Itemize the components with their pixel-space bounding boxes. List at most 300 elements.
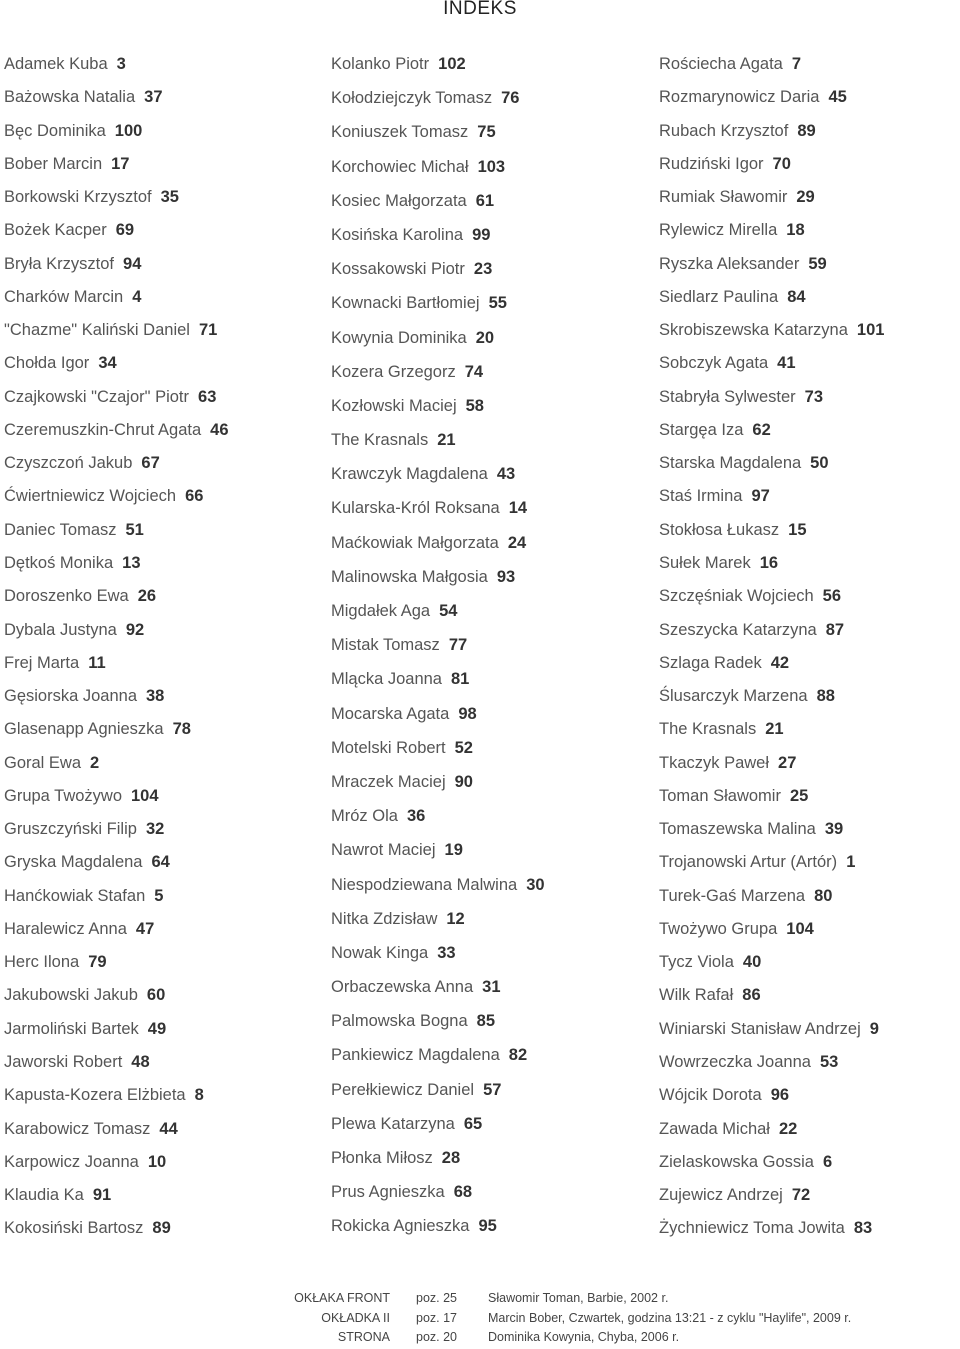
index-entry [331, 256, 545, 290]
index-entry [659, 617, 884, 650]
index-entry [331, 530, 545, 564]
index-entry [4, 384, 229, 417]
index-entry [331, 1077, 545, 1111]
index-entry [659, 284, 884, 317]
artist-name: Twożywo Grupa [659, 919, 778, 938]
artist-name: Perełkiewicz Daniel [331, 1080, 475, 1099]
index-entry [4, 816, 229, 849]
index-entry [4, 118, 229, 151]
artist-name: Klaudia Ka [4, 1186, 84, 1205]
page-number: 37 [144, 88, 163, 107]
page-number: 3 [116, 55, 126, 73]
index-entry [4, 217, 229, 250]
artist-name: Maćkowiak Małgorzata [331, 533, 499, 552]
index-entry [331, 154, 545, 188]
index-column-1 [4, 51, 229, 1249]
artist-name: Wilk Rafał [659, 986, 734, 1005]
index-entry [4, 916, 229, 949]
artist-name: Kokosiński Bartosz [4, 1219, 144, 1238]
page-number: 70 [772, 154, 791, 173]
artist-name: Tkaczyk Paweł [659, 753, 770, 772]
page-number: 5 [154, 886, 164, 905]
page-number: 99 [472, 225, 491, 244]
index-entry [331, 837, 545, 871]
page-number: 30 [526, 875, 545, 894]
page-number: 72 [791, 1186, 811, 1205]
artist-name: Chołda Igor [4, 354, 90, 373]
index-entry [4, 1116, 229, 1149]
page-number: 89 [797, 121, 816, 140]
index-entry [331, 51, 545, 85]
artist-name: Karabowicz Tomasz [4, 1119, 151, 1138]
page-number: 14 [508, 499, 528, 518]
artist-name: Ćwiertniewicz Wojciech [4, 487, 177, 506]
index-entry [659, 982, 884, 1015]
page-number: 13 [122, 553, 141, 572]
artist-name: Czyszczoń Jakub [4, 454, 133, 473]
page-number: 94 [123, 254, 142, 273]
artist-name: Szczęśniak Wojciech [659, 587, 814, 606]
page-number: 76 [501, 89, 520, 108]
index-entry [4, 783, 229, 816]
index-entry [4, 982, 229, 1015]
page-number: 67 [141, 454, 160, 473]
page-number: 75 [477, 123, 496, 142]
artist-name: Doroszenko Ewa [4, 587, 129, 606]
page-number: 88 [816, 687, 835, 706]
index-entry [331, 769, 545, 803]
index-entry [4, 949, 229, 982]
index-entry [331, 461, 545, 495]
page-number: 10 [147, 1152, 167, 1171]
artist-name: Starska Magdalena [659, 454, 802, 473]
artist-name: Plewa Katarzyna [331, 1114, 455, 1133]
index-entry [659, 683, 884, 716]
page-number: 62 [752, 420, 771, 439]
page-number: 26 [137, 587, 157, 606]
index-entry [331, 325, 545, 359]
artist-name: Jarmoliński Bartek [4, 1019, 139, 1038]
artist-name: Rokicka Agnieszka [331, 1217, 470, 1236]
index-entry [4, 284, 229, 317]
artist-name: Kosiec Małgorzata [331, 191, 467, 210]
index-entry [659, 1082, 884, 1115]
page-number: 104 [786, 919, 814, 938]
artist-name: Rylewicz Mirella [659, 221, 778, 240]
page-number: 83 [853, 1219, 873, 1238]
index-entry [4, 1016, 229, 1049]
credit-description: Sławomir Toman, Barbie, 2002 r. [488, 1291, 669, 1305]
index-column-3 [659, 51, 884, 1249]
index-entry [659, 716, 884, 749]
index-entry [4, 184, 229, 217]
artist-name: Haralewicz Anna [4, 919, 127, 938]
artist-name: Krawczyk Magdalena [331, 465, 488, 484]
page-number: 47 [135, 919, 155, 938]
page-number: 65 [463, 1114, 483, 1133]
artist-name: "Chazme" Kaliński Daniel [4, 321, 190, 340]
artist-name: Ślusarczyk Marzena [659, 687, 808, 706]
index-entry [331, 940, 545, 974]
artist-name: Jaworski Robert [4, 1052, 123, 1071]
artist-name: Rozmarynowicz Daria [659, 88, 820, 107]
index-entry [659, 583, 884, 616]
artist-name: Kownacki Bartłomiej [331, 294, 480, 313]
artist-name: Bożek Kacper [4, 221, 107, 240]
page-number: 20 [475, 328, 495, 347]
page-number: 35 [160, 188, 179, 207]
artist-name: Herc Ilona [4, 953, 80, 972]
index-entry [659, 118, 884, 151]
page-number: 89 [152, 1219, 171, 1238]
artist-name: Gryska Magdalena [4, 853, 143, 872]
artist-name: Korchowiec Michał [331, 157, 469, 176]
index-entry [659, 1049, 884, 1082]
index-entry [659, 916, 884, 949]
index-entry [659, 750, 884, 783]
artist-name: Rościecha Agata [659, 55, 783, 73]
page-number: 85 [476, 1012, 496, 1031]
artist-name: Zielaskowska Gossia [659, 1152, 814, 1171]
page-number: 43 [496, 465, 516, 484]
index-entry [659, 1016, 884, 1049]
page-number: 79 [88, 953, 107, 972]
artist-name: Palmowska Bogna [331, 1012, 468, 1031]
page-number: 32 [145, 820, 165, 839]
credit-label: OKŁADKA II [321, 1310, 390, 1325]
index-entry [4, 1149, 229, 1182]
index-entry [4, 1049, 229, 1082]
index-entry [659, 217, 884, 250]
page-number: 98 [458, 704, 477, 723]
artist-name: Sułek Marek [659, 553, 751, 572]
page-number: 29 [796, 188, 815, 207]
page-number: 16 [759, 553, 779, 572]
credit-label: OKŁAKA FRONT [294, 1291, 390, 1305]
artist-name: Rumiak Sławomir [659, 188, 788, 207]
artist-name: Bażowska Natalia [4, 88, 136, 107]
index-entry [4, 1182, 229, 1215]
artist-name: Tycz Viola [659, 953, 734, 972]
index-entry [659, 384, 884, 417]
index-entry [331, 1145, 545, 1179]
artist-name: Rubach Krzysztof [659, 121, 789, 140]
page-number: 53 [819, 1052, 839, 1071]
index-entry [331, 1111, 545, 1145]
artist-name: Nowak Kinga [331, 943, 429, 962]
page-number: 96 [770, 1086, 790, 1105]
index-entry [331, 222, 545, 256]
index-entry [4, 583, 229, 616]
page-number: 90 [454, 772, 473, 791]
index-entry [4, 716, 229, 749]
page-number: 34 [98, 354, 117, 373]
credit-position: poz. 20 [416, 1330, 458, 1344]
artist-name: Ryszka Aleksander [659, 254, 800, 273]
artist-name: Kularska-Król Roksana [331, 499, 500, 518]
page-number: 17 [111, 154, 130, 173]
index-entry [331, 393, 545, 427]
artist-name: Kossakowski Piotr [331, 260, 465, 279]
index-entry [659, 151, 884, 184]
page-number: 104 [131, 786, 159, 805]
index-entry [659, 1215, 884, 1248]
page-number: 22 [778, 1119, 798, 1138]
artist-name: Wowrzeczka Joanna [659, 1052, 811, 1071]
credit-row [0, 1330, 960, 1349]
index-entry [331, 803, 545, 837]
page-number: 1 [846, 853, 856, 872]
page-number: 8 [194, 1086, 204, 1105]
artist-name: Czeremuszkin-Chrut Agata [4, 420, 202, 439]
page-number: 39 [824, 820, 844, 839]
index-entry [331, 359, 545, 393]
page-number: 84 [787, 287, 806, 306]
index-entry [659, 184, 884, 217]
page-number: 77 [448, 636, 468, 655]
page-number: 7 [791, 55, 802, 73]
index-entry [331, 632, 545, 666]
index-entry [659, 849, 884, 882]
artist-name: Sobczyk Agata [659, 354, 769, 373]
index-entry [4, 251, 229, 284]
page-number: 28 [441, 1149, 461, 1167]
index-entry [659, 1116, 884, 1149]
artist-name: Skrobiszewska Katarzyna [659, 321, 848, 340]
credit-row [0, 1311, 960, 1330]
page-number: 103 [477, 157, 506, 176]
page-number: 97 [751, 487, 770, 506]
artist-name: Dybala Justyna [4, 620, 117, 639]
artist-name: Stabryła Sylwester [659, 387, 796, 406]
artist-name: Glasenapp Agnieszka [4, 720, 164, 739]
index-entry [4, 1082, 229, 1115]
artist-name: Rudziński Igor [659, 154, 764, 173]
artist-name: Nawrot Maciej [331, 841, 436, 860]
page-number: 12 [446, 909, 465, 928]
index-column-2 [331, 51, 545, 1248]
index-entry [331, 290, 545, 324]
page-number: 19 [444, 841, 463, 860]
index-entry [4, 417, 229, 450]
page-number: 21 [765, 720, 784, 739]
artist-name: Kolanko Piotr [331, 55, 430, 73]
index-entry [4, 617, 229, 650]
page-number: 71 [198, 321, 218, 340]
page-number: 33 [437, 943, 456, 962]
index-entry [331, 735, 545, 769]
page-number: 66 [185, 487, 204, 506]
index-entry [659, 483, 884, 516]
artist-name: Tomaszewska Malina [659, 820, 816, 839]
page-number: 50 [810, 454, 829, 473]
index-entry [659, 1182, 884, 1215]
index-entry [659, 450, 884, 483]
page-number: 41 [777, 354, 796, 373]
page-number: 40 [742, 953, 762, 972]
artist-name: Czajkowski "Czajor" Piotr [4, 387, 190, 406]
page-title: INDEKS [443, 0, 517, 19]
page-number: 18 [786, 221, 805, 240]
page-number: 23 [473, 260, 493, 279]
index-entry [659, 317, 884, 350]
page-number: 9 [869, 1019, 879, 1038]
index-entry [4, 683, 229, 716]
page-number: 101 [856, 321, 885, 340]
index-entry [4, 350, 229, 383]
page-number: 21 [437, 431, 456, 450]
artist-name: The Krasnals [331, 431, 429, 450]
page-number: 58 [465, 396, 484, 415]
page-number: 54 [439, 602, 458, 620]
index-entry [659, 51, 884, 84]
page-number: 4 [132, 287, 142, 306]
index-entry [4, 750, 229, 783]
page-number: 61 [475, 191, 495, 210]
index-entry [659, 517, 884, 550]
artist-name: Borkowski Krzysztof [4, 188, 152, 207]
page-number: 45 [828, 88, 847, 107]
artist-name: Frej Marta [4, 653, 80, 672]
artist-name: Gęsiorska Joanna [4, 687, 137, 706]
artist-name: Mlącka Joanna [331, 670, 442, 689]
index-entry [331, 427, 545, 461]
page-number: 27 [778, 753, 797, 772]
artist-name: Daniec Tomasz [4, 520, 117, 539]
page-number: 42 [770, 653, 790, 672]
artist-name: Kapusta-Kozera Elżbieta [4, 1086, 186, 1105]
page-number: 81 [450, 670, 470, 689]
index-entry [331, 495, 545, 529]
page-number: 68 [453, 1183, 473, 1202]
index-entry [4, 650, 229, 683]
index-entry [4, 550, 229, 583]
page-number: 87 [825, 620, 845, 639]
page-number: 44 [159, 1119, 178, 1138]
artist-name: Turek-Gaś Marzena [659, 886, 806, 905]
artist-name: Mraczek Maciej [331, 772, 446, 791]
credit-position: poz. 25 [416, 1291, 458, 1305]
artist-name: Hanćkowiak Stafan [4, 886, 146, 905]
page-number: 46 [210, 420, 229, 439]
artist-name: Stargęa Iza [659, 420, 744, 439]
artist-name: Kosińska Karolina [331, 225, 464, 244]
index-entry [659, 883, 884, 916]
index-entry [331, 666, 545, 700]
page-number: 80 [814, 886, 833, 905]
page-number: 100 [114, 121, 143, 140]
page-number: 63 [198, 387, 217, 406]
artist-name: Mistak Tomasz [331, 636, 440, 655]
credit-description: Dominika Kowynia, Chyba, 2006 r. [488, 1330, 680, 1344]
page-number: 78 [172, 720, 191, 739]
index-entry [331, 1008, 545, 1042]
page-number: 60 [146, 986, 166, 1005]
page-number: 56 [822, 587, 842, 606]
artist-name: Kozłowski Maciej [331, 396, 457, 415]
artist-name: Prus Agnieszka [331, 1183, 445, 1202]
page-number: 73 [804, 387, 823, 406]
artist-name: Płonka Miłosz [331, 1149, 433, 1167]
index-entry [331, 974, 545, 1008]
index-entry [4, 450, 229, 483]
page-number: 52 [454, 738, 473, 757]
page-number: 95 [478, 1217, 497, 1236]
index-entry [659, 251, 884, 284]
index-entry [4, 483, 229, 516]
page-number: 6 [822, 1152, 833, 1171]
index-entry [4, 317, 229, 350]
artist-name: Gruszczyński Filip [4, 820, 137, 839]
page-number: 51 [125, 520, 144, 539]
artist-name: Wójcik Dorota [659, 1086, 762, 1105]
index-entry [659, 783, 884, 816]
index-entry [4, 883, 229, 916]
index-entry [659, 84, 884, 117]
page-number: 74 [464, 362, 484, 381]
page-number: 55 [488, 294, 507, 313]
page-number: 59 [808, 254, 827, 273]
index-entry [331, 564, 545, 598]
credit-position: poz. 17 [416, 1310, 458, 1325]
index-entry [331, 598, 545, 632]
credit-description: Marcin Bober, Czwartek, godzina 13:21 - z cyklu "Haylife", 2009 r. [488, 1310, 852, 1325]
artist-name: Migdałek Aga [331, 602, 431, 620]
artist-name: Jakubowski Jakub [4, 986, 138, 1005]
index-entry [4, 517, 229, 550]
artist-name: Koniuszek Tomasz [331, 123, 469, 142]
artist-name: Bryła Krzysztof [4, 254, 115, 273]
page-number: 69 [115, 221, 135, 240]
artist-name: Nitka Zdzisław [331, 909, 438, 928]
index-entry [659, 550, 884, 583]
index-entry [659, 949, 884, 982]
page-number: 57 [483, 1080, 502, 1099]
artist-name: Mróz Ola [331, 807, 398, 826]
credit-row [0, 1291, 960, 1310]
page-number: 48 [131, 1052, 150, 1071]
index-entry [331, 1042, 545, 1076]
page-number: 24 [507, 533, 527, 552]
artist-name: Orbaczewska Anna [331, 978, 474, 997]
index-entry [4, 151, 229, 184]
artist-name: Adamek Kuba [4, 55, 108, 73]
artist-name: Goral Ewa [4, 753, 82, 772]
artist-name: Żychniewicz Toma Jowita [659, 1219, 845, 1238]
artist-name: Bober Marcin [4, 154, 103, 173]
index-entry [331, 872, 545, 906]
artist-name: Zawada Michał [659, 1119, 770, 1138]
artist-name: Staś Irmina [659, 487, 743, 506]
artist-name: Winiarski Stanisław Andrzej [659, 1019, 861, 1038]
index-entry [659, 650, 884, 683]
page-number: 92 [125, 620, 145, 639]
page-number: 93 [496, 567, 516, 586]
artist-name: Kowynia Dominika [331, 328, 467, 347]
artist-name: Zujewicz Andrzej [659, 1186, 783, 1205]
page-number: 38 [146, 687, 165, 706]
page-number: 25 [789, 786, 809, 805]
page-number: 64 [151, 853, 170, 872]
artist-name: Szlaga Radek [659, 653, 762, 672]
artist-name: Toman Sławomir [659, 786, 781, 805]
artist-name: Trojanowski Artur (Artór) [659, 853, 838, 872]
index-entry [659, 417, 884, 450]
artist-name: Szeszycka Katarzyna [659, 620, 817, 639]
index-entry [331, 119, 545, 153]
index-entry [4, 1215, 229, 1248]
index-entry [331, 1179, 545, 1213]
